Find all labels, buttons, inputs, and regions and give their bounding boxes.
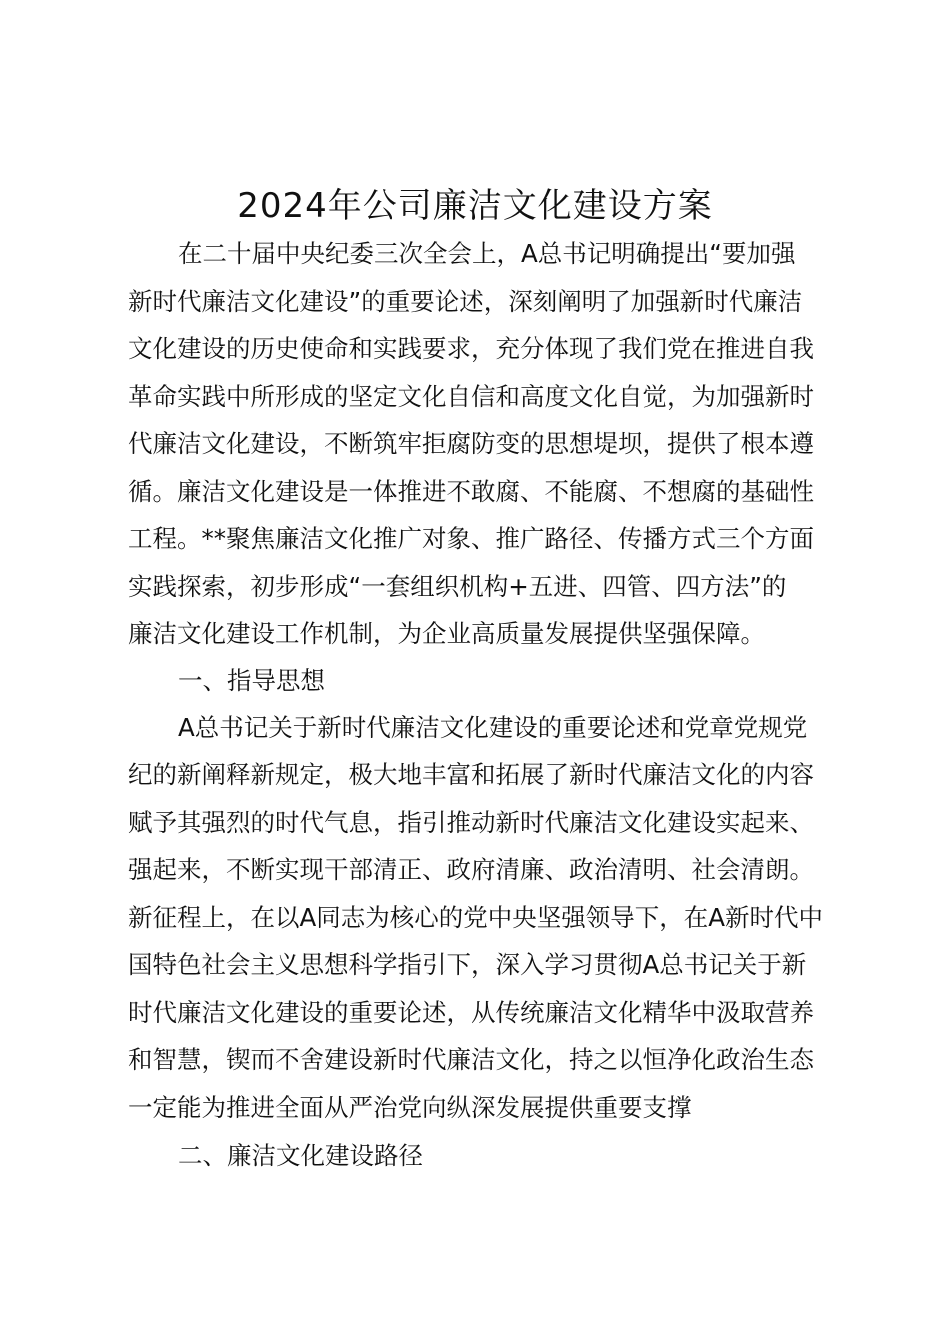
paragraph-line: 在二十届中央纪委三次全会上，A总书记明确提出“要加强: [178, 239, 796, 268]
paragraph-line: 和智慧，锲而不舍建设新时代廉洁文化，持之以恒净化政治生态: [128, 1045, 814, 1074]
paragraph-guiding-ideology: [128, 704, 846, 1132]
paragraph-line: 时代廉洁文化建设的重要论述，从传统廉洁文化精华中汲取营养: [128, 997, 814, 1027]
document-title: 2024年公司廉洁文化建设方案: [237, 186, 713, 226]
paragraph-line: 纪的新阐释新规定，极大地丰富和拓展了新时代廉洁文化的内容: [128, 760, 814, 789]
section-heading-construction-path: 二、廉洁文化建设路径: [178, 1141, 423, 1170]
paragraph-line: 革命实践中所形成的坚定文化自信和高度文化自觉，为加强新时: [128, 381, 814, 411]
paragraph-line: 循。廉洁文化建设是一体推进不敢腐、不能腐、不想腐的基础性: [128, 476, 814, 506]
paragraph-line: 强起来，不断实现干部清正、政府清廉、政治清明、社会清朗。: [128, 855, 814, 884]
paragraph-line: 廉洁文化建设工作机制，为企业高质量发展提供坚强保障。: [128, 619, 765, 648]
paragraph-line: 赋予其强烈的时代气息，指引推动新时代廉洁文化建设实起来、: [128, 807, 814, 837]
paragraph-line: 文化建设的历史使命和实践要求，充分体现了我们党在推进自我: [128, 334, 814, 363]
paragraph-line: A总书记关于新时代廉洁文化建设的重要论述和党章党规党: [178, 712, 808, 742]
document-body: [128, 230, 846, 1179]
paragraph-line: 新征程上，在以A同志为核心的党中央坚强领导下，在A新时代中: [128, 902, 824, 932]
paragraph-line: 工程。**聚焦廉洁文化推广对象、推广路径、传播方式三个方面: [128, 524, 814, 553]
paragraph-line: 国特色社会主义思想科学指引下，深入学习贯彻A总书记关于新: [128, 950, 807, 979]
paragraph-line: 新时代廉洁文化建设”的重要论述，深刻阐明了加强新时代廉洁: [128, 286, 803, 316]
paragraph-line: 代廉洁文化建设，不断筑牢拒腐防变的思想堤坝，提供了根本遵: [128, 429, 814, 458]
paragraph-line: 一定能为推进全面从严治党向纵深发展提供重要支撑: [128, 1092, 692, 1122]
paragraph-intro: [128, 230, 846, 658]
section-heading-guiding-ideology: 一、指导思想: [178, 665, 325, 695]
paragraph-line: 实践探索，初步形成“一套组织机构+五进、四管、四方法”的: [128, 571, 787, 601]
